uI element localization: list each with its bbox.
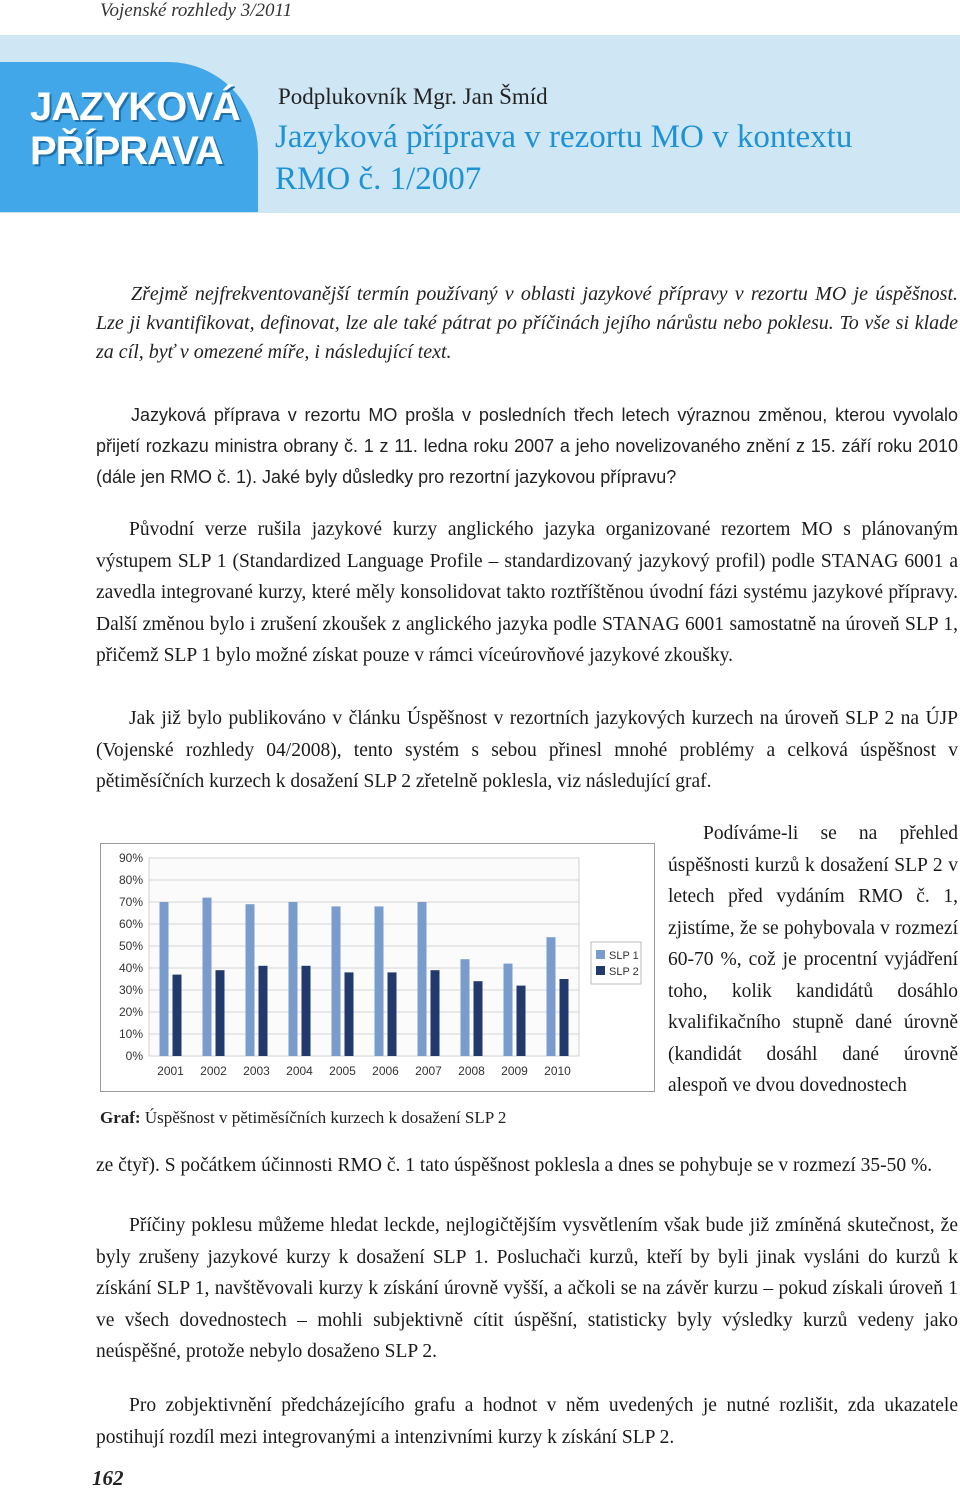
bar-slp-1 xyxy=(203,898,212,1056)
bar-slp-2 xyxy=(431,970,440,1056)
y-tick-label: 20% xyxy=(118,1005,143,1019)
x-tick-label: 2002 xyxy=(200,1064,227,1078)
x-tick-label: 2008 xyxy=(458,1064,485,1078)
bar-slp-1 xyxy=(504,964,513,1056)
y-tick-label: 60% xyxy=(118,917,143,931)
success-rate-chart xyxy=(100,843,655,1092)
bar-slp-1 xyxy=(246,904,255,1056)
bar-slp-2 xyxy=(173,975,182,1056)
caption-text: Úspěšnost v pětiměsíčních kurzech k dosažení SLP 2 xyxy=(140,1108,507,1127)
y-tick-label: 10% xyxy=(118,1027,143,1041)
bar-slp-2 xyxy=(216,970,225,1056)
legend-swatch xyxy=(596,966,605,975)
bar-slp-1 xyxy=(547,937,556,1056)
bar-slp-2 xyxy=(517,986,526,1056)
bar-slp-2 xyxy=(560,979,569,1056)
abstract: Zřejmě nejfrekventovanější termín používaný v oblasti jazykové přípravy v rezortu MO je úspěšnost. Lze ji kvantifikovat, definovat, lze ale také pátrat po příčinách jejího nárůstu nebo poklesu. To vše si klade za cíl, byť v omezené míře, i následující text. xyxy=(96,283,958,363)
legend-swatch xyxy=(596,950,605,959)
paragraph-causes: Příčiny poklesu můžeme hledat leckde, nejlogičtějším vysvětlením však bude již zmíněná skutečnost, že byly zrušeny jazykové kurzy k dosažení SLP 1. Posluchači kurzů, kteří by byli jinak vysláni do kurzů k získání SLP 1, navštěvovali kurzy k získání úrovně vyšší, a ačkoli se na závěr kurzu – pokud získali úroveň 1 ve všech dovednostech – mohli subjektivně cítit úspěšní, statisticky byly výsledky kurzů vedeny jako neúspěšné, protože nebylo dosaženo SLP 2. xyxy=(96,1215,958,1362)
legend-label: SLP 1 xyxy=(609,950,639,962)
x-tick-label: 2004 xyxy=(286,1064,313,1078)
legend-label: SLP 2 xyxy=(609,966,639,978)
bar-slp-1 xyxy=(418,902,427,1056)
paragraph-overview-continued: ze čtyř). S počátkem účinnosti RMO č. 1 tato úspěšnost poklesla a dnes se pohybuje se v rozmezí 35-50 %. xyxy=(96,1155,933,1176)
intro-paragraph: Jazyková příprava v rezortu MO prošla v posledních třech letech výraznou změnou, kterou vyvolalo přijetí rozkazu ministra obrany č. 1 z 11. ledna roku 2007 a jeho novelizovaného znění z 15. září roku 2010 (dále jen RMO č. 1). Jaké byly důsledky pro rezortní jazykovou přípravu? xyxy=(96,405,958,487)
bar-slp-2 xyxy=(345,972,354,1056)
chart-svg xyxy=(101,844,654,1091)
bar-slp-1 xyxy=(160,902,169,1056)
x-tick-label: 2007 xyxy=(415,1064,442,1078)
bar-slp-2 xyxy=(259,966,268,1056)
x-tick-label: 2010 xyxy=(544,1064,571,1078)
section-label-line2: PŘÍPRAVA xyxy=(30,129,223,173)
bar-slp-1 xyxy=(461,959,470,1056)
y-tick-label: 0% xyxy=(125,1049,143,1063)
section-label xyxy=(30,85,240,173)
y-tick-label: 90% xyxy=(118,851,143,865)
x-tick-label: 2005 xyxy=(329,1064,356,1078)
bar-slp-1 xyxy=(332,906,341,1056)
section-label-line1: JAZYKOVÁ xyxy=(30,85,240,129)
paragraph-original-version: Původní verze rušila jazykové kurzy anglického jazyka organizované rezortem MO s plánovaným výstupem SLP 1 (Standardized Language Profile – standardizovaný jazykový profil) podle STANAG 6001 a zavedla integrované kurzy, které měly konsolidovat takto roztříštěnou úvodní fázi systému jazykové přípravy. Další změnou bylo i zrušení zkoušek z anglického jazyka podle STANAG 6001 samostatně na úroveň SLP 1, přičemž SLP 1 bylo možné získat pouze v rámci víceúrovňové jazykové zkoušky. xyxy=(96,519,958,666)
y-tick-label: 30% xyxy=(118,983,143,997)
page-number: 162 xyxy=(92,1466,124,1490)
paragraph-published-article: Jak již bylo publikováno v článku Úspěšnost v rezortních jazykových kurzech na úroveň SLP 2 na ÚJP (Vojenské rozhledy 04/2008), tento systém s sebou přinesl mnohé problémy a celková úspěšnost v pětiměsíčních kurzech k dosažení SLP 2 zřetelně poklesla, viz následující graf. xyxy=(96,708,958,792)
paragraph-overview: Podíváme-li se na přehled úspěšnosti kurzů k dosažení SLP 2 v letech před vydáním RMO č. 1, zjistíme, že se pohybovala v rozmezí 60-70 %, což je procentní vyjádření toho, kolik kandidátů dosáhlo kvalifikačního stupně dané úrovně (kandidát dosáhl dané úrovně alespoň ve dvou dovednostech xyxy=(668,823,958,1096)
bar-slp-2 xyxy=(474,981,483,1056)
bar-slp-1 xyxy=(289,902,298,1056)
title-line1: Jazyková příprava v rezortu MO v kontextu xyxy=(275,119,853,155)
x-tick-label: 2006 xyxy=(372,1064,399,1078)
journal-header: Vojenské rozhledy 3/2011 xyxy=(100,0,293,21)
y-tick-label: 80% xyxy=(118,873,143,887)
x-tick-label: 2009 xyxy=(501,1064,528,1078)
y-tick-label: 50% xyxy=(118,939,143,953)
y-tick-label: 40% xyxy=(118,961,143,975)
paragraph-objectivization: Pro zobjektivnění předcházejícího grafu a hodnot v něm uvedených je nutné rozlišit, zda ukazatele postihují rozdíl mezi integrovanými a intenzivními kurzy k získání SLP 2. xyxy=(96,1395,958,1448)
plot-area xyxy=(149,858,579,1056)
x-tick-label: 2001 xyxy=(157,1064,184,1078)
bar-slp-2 xyxy=(388,972,397,1056)
y-tick-label: 70% xyxy=(118,895,143,909)
x-tick-label: 2003 xyxy=(243,1064,270,1078)
bar-slp-1 xyxy=(375,906,384,1056)
caption-label: Graf: xyxy=(100,1108,141,1127)
bar-slp-2 xyxy=(302,966,311,1056)
title-line2: RMO č. 1/2007 xyxy=(275,161,482,197)
article-title xyxy=(275,116,955,200)
chart-caption xyxy=(100,1108,506,1128)
author: Podplukovník Mgr. Jan Šmíd xyxy=(278,84,548,109)
